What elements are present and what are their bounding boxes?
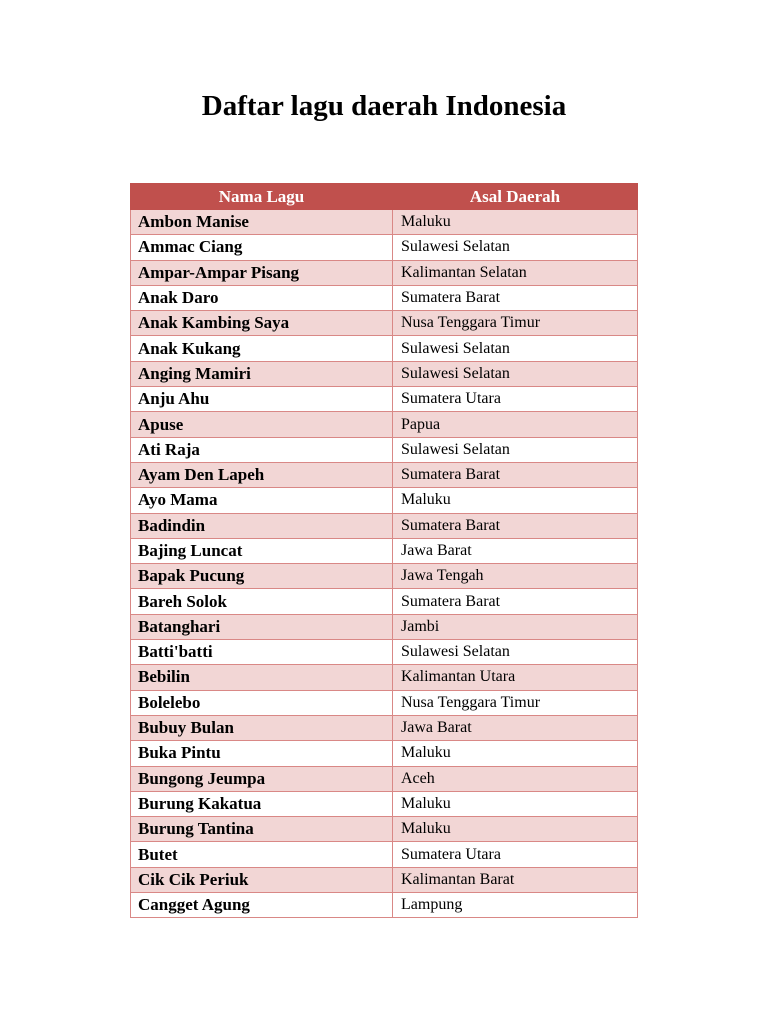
song-name-cell: Bubuy Bulan (131, 715, 393, 740)
song-name-cell: Bebilin (131, 665, 393, 690)
region-cell: Jawa Tengah (393, 564, 638, 589)
region-cell: Jambi (393, 614, 638, 639)
table-row (131, 210, 638, 235)
region-cell: Sumatera Barat (393, 589, 638, 614)
table-row (131, 564, 638, 589)
song-name-cell: Batti'batti (131, 640, 393, 665)
song-name-cell: Anak Daro (131, 285, 393, 310)
song-name-cell: Anging Mamiri (131, 361, 393, 386)
region-cell: Kalimantan Barat (393, 867, 638, 892)
song-name-cell: Badindin (131, 513, 393, 538)
table-row (131, 361, 638, 386)
song-name-cell: Bareh Solok (131, 589, 393, 614)
song-name-cell: Anak Kambing Saya (131, 311, 393, 336)
table-row (131, 867, 638, 892)
table-row (131, 842, 638, 867)
song-name-cell: Butet (131, 842, 393, 867)
region-cell: Sumatera Utara (393, 387, 638, 412)
song-name-cell: Bapak Pucung (131, 564, 393, 589)
song-name-cell: Ambon Manise (131, 210, 393, 235)
region-cell: Kalimantan Utara (393, 665, 638, 690)
region-cell: Sumatera Barat (393, 513, 638, 538)
column-header-region: Asal Daerah (393, 184, 638, 210)
region-cell: Sumatera Barat (393, 462, 638, 487)
region-cell: Nusa Tenggara Timur (393, 311, 638, 336)
region-cell: Sulawesi Selatan (393, 640, 638, 665)
region-cell: Jawa Barat (393, 538, 638, 563)
table-row (131, 893, 638, 918)
table-header-row (131, 184, 638, 210)
region-cell: Sumatera Barat (393, 285, 638, 310)
table-row (131, 665, 638, 690)
table-row (131, 437, 638, 462)
song-name-cell: Batanghari (131, 614, 393, 639)
region-cell: Papua (393, 412, 638, 437)
region-cell: Sumatera Utara (393, 842, 638, 867)
table-row (131, 766, 638, 791)
region-cell: Maluku (393, 817, 638, 842)
table-row (131, 488, 638, 513)
song-name-cell: Ayam Den Lapeh (131, 462, 393, 487)
song-name-cell: Ampar-Ampar Pisang (131, 260, 393, 285)
table-row (131, 791, 638, 816)
song-name-cell: Burung Kakatua (131, 791, 393, 816)
region-cell: Sulawesi Selatan (393, 361, 638, 386)
song-name-cell: Burung Tantina (131, 817, 393, 842)
song-name-cell: Apuse (131, 412, 393, 437)
song-name-cell: Ammac Ciang (131, 235, 393, 260)
song-name-cell: Anak Kukang (131, 336, 393, 361)
table-row (131, 412, 638, 437)
table-body (131, 210, 638, 918)
table-row (131, 285, 638, 310)
region-cell: Sulawesi Selatan (393, 235, 638, 260)
table-row (131, 589, 638, 614)
column-header-song-name: Nama Lagu (131, 184, 393, 210)
region-cell: Maluku (393, 210, 638, 235)
song-name-cell: Cik Cik Periuk (131, 867, 393, 892)
table-row (131, 513, 638, 538)
table-row (131, 614, 638, 639)
region-cell: Maluku (393, 791, 638, 816)
song-name-cell: Buka Pintu (131, 741, 393, 766)
table-row (131, 260, 638, 285)
region-cell: Sulawesi Selatan (393, 437, 638, 462)
song-name-cell: Bungong Jeumpa (131, 766, 393, 791)
region-cell: Maluku (393, 741, 638, 766)
table-row (131, 387, 638, 412)
table-row (131, 640, 638, 665)
song-name-cell: Ayo Mama (131, 488, 393, 513)
table-row (131, 817, 638, 842)
table-row (131, 741, 638, 766)
region-cell: Lampung (393, 893, 638, 918)
song-name-cell: Ati Raja (131, 437, 393, 462)
songs-table (130, 183, 638, 918)
table-row (131, 690, 638, 715)
region-cell: Jawa Barat (393, 715, 638, 740)
song-name-cell: Bolelebo (131, 690, 393, 715)
table-row (131, 311, 638, 336)
table-row (131, 715, 638, 740)
region-cell: Aceh (393, 766, 638, 791)
table-row (131, 462, 638, 487)
song-name-cell: Bajing Luncat (131, 538, 393, 563)
table-row (131, 538, 638, 563)
song-name-cell: Anju Ahu (131, 387, 393, 412)
page-title: Daftar lagu daerah Indonesia (201, 90, 567, 122)
region-cell: Nusa Tenggara Timur (393, 690, 638, 715)
region-cell: Sulawesi Selatan (393, 336, 638, 361)
song-name-cell: Cangget Agung (131, 893, 393, 918)
region-cell: Kalimantan Selatan (393, 260, 638, 285)
table-row (131, 336, 638, 361)
region-cell: Maluku (393, 488, 638, 513)
table-row (131, 235, 638, 260)
